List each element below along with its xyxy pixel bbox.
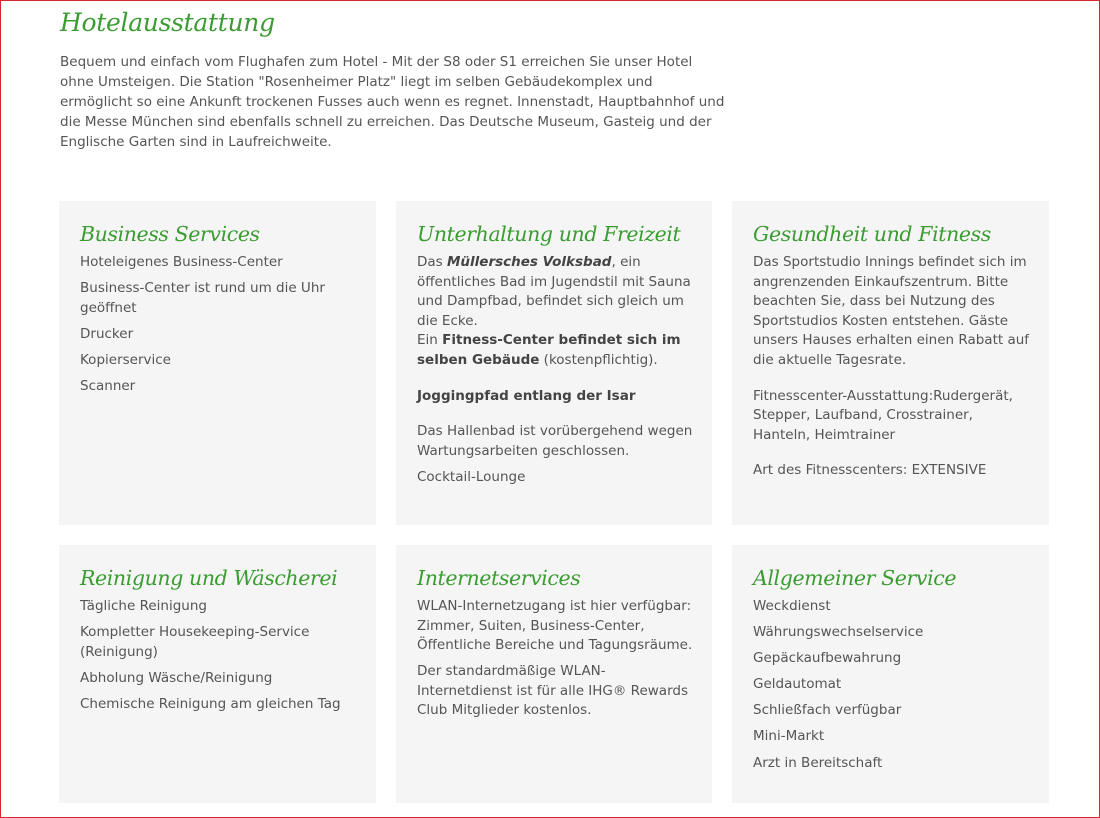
list-item: Weckdienst	[753, 598, 831, 614]
list-item: Drucker	[80, 325, 134, 342]
rewards-text: Der standardmäßige WLAN-Internetdienst ist für alle IHG® Rewards Club Mitglieder kostenlos.	[417, 663, 688, 719]
wlan-text: WLAN-Internetzugang ist hier verfügbar: Zimmer, Suiten, Business-Center, Öffentliche Bereiche und Tagungsräume.	[417, 598, 693, 654]
card-title: Allgemeiner Service	[753, 566, 957, 590]
intro-text: Bequem und einfach vom Flughafen zum Hotel - Mit der S8 oder S1 erreichen Sie unser Hotel ohne Umsteigen. Die Station "Rosenheimer Platz" liegt im selben Gebäudekomplex und ermöglicht so eine Ankunft trockenen Fusses auch wenn es regnet. Innenstadt, Hauptbahnhof und die Messe München sind ebenfalls schnell zu erreichen. Das Deutsche Museum, Gasteig und der Englische Garten sind in Laufreichweite.	[60, 54, 725, 150]
list-item: Arzt in Bereitschaft	[753, 754, 883, 771]
list-item: Business-Center ist rund um die Uhr geöffnet	[80, 280, 325, 316]
card-title: Reinigung und Wäscherei	[80, 566, 338, 590]
studio-text: Das Sportstudio Innings befindet sich im angrenzenden Einkaufszentrum. Bitte beachten Sie, dass bei Nutzung des Sportstudios Kosten entstehen. Gäste unsers Hauses erhalten einen Rabatt auf die aktuelle Tagesrate.	[753, 254, 1030, 368]
fitness-bold: Fitness-Center befindet sich im selben Gebäude	[417, 332, 681, 368]
list-item: Währungswechselservice	[753, 624, 924, 641]
fitness-text: Ein Fitness-Center befindet sich im selben Gebäude (kostenpflichtig).	[417, 332, 681, 368]
page-title: Hotelausstattung	[60, 8, 275, 37]
card-health-fitness	[732, 201, 1049, 525]
list-item: Kopierservice	[80, 351, 171, 368]
card-general-service	[732, 545, 1049, 803]
card-entertainment-leisure	[396, 201, 712, 525]
list-item: Gepäckaufbewahrung	[753, 650, 902, 667]
list-item: Kompletter Housekeeping-Service (Reinigung)	[80, 624, 310, 660]
bath-text: Das Müllersches Volksbad, ein öffentliches Bad im Jugendstil mit Sauna und Dampfbad, befindet sich gleich um die Ecke.	[417, 254, 691, 329]
card-business-services	[59, 201, 376, 525]
card-title: Business Services	[80, 222, 260, 246]
fitness-type-text: Art des Fitnesscenters: EXTENSIVE	[753, 462, 987, 479]
lounge-text: Cocktail-Lounge	[417, 468, 526, 485]
list-item: Schließfach verfügbar	[753, 702, 902, 719]
list-item: Abholung Wäsche/Reinigung	[80, 669, 273, 686]
list-item: Chemische Reinigung am gleichen Tag	[80, 695, 341, 712]
card-internet-services	[396, 545, 712, 803]
card-title: Gesundheit und Fitness	[753, 222, 991, 246]
jogging-text: Joggingpfad entlang der Isar	[417, 387, 636, 404]
card-title: Unterhaltung und Freizeit	[417, 222, 681, 246]
card-title: Internetservices	[417, 566, 581, 590]
list-item: Scanner	[80, 377, 136, 394]
equipment-text: Fitnesscenter-Ausstattung:Rudergerät, Stepper, Laufband, Crosstrainer, Hanteln, Heimtrainer	[753, 387, 1013, 443]
list-item: Tägliche Reinigung	[80, 598, 207, 614]
pool-text: Das Hallenbad ist vorübergehend wegen Wartungsarbeiten geschlossen.	[417, 423, 693, 459]
card-cleaning-laundry	[59, 545, 376, 803]
list-item: Geldautomat	[753, 676, 842, 693]
list-item: Mini-Markt	[753, 728, 825, 745]
bath-name: Müllersches Volksbad	[447, 254, 612, 270]
list-item: Hoteleigenes Business-Center	[80, 254, 283, 270]
